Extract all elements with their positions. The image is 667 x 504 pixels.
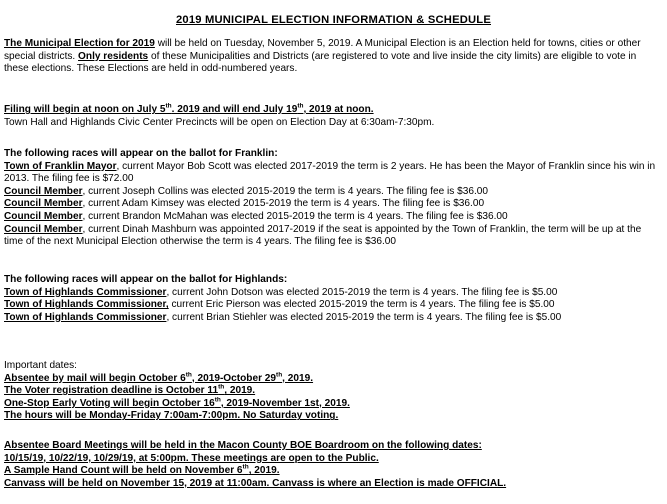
filing-section xyxy=(4,104,660,129)
precinct-hours: Town Hall and Highlands Civic Center Precincts will be open on Election Day at 6:30am-7:30pm. xyxy=(4,116,435,128)
highlands-commissioner-1: Town of Highlands Commissioner, current John Dotson was elected 2015-2019 the term is 4 years. The filing fee is $5.00 xyxy=(4,286,558,298)
council-member-3: Council Member, current Brandon McMahan was elected 2015-2019 the term is 4 years. The filing fee is $36.00 xyxy=(4,210,508,222)
highlands-commissioner-3: Town of Highlands Commissioner, current Brian Stiehler was elected 2015-2019 the term is 4 years. The filing fee is $5.00 xyxy=(4,311,562,323)
one-stop-voting: One-Stop Early Voting will begin October 16th, 2019-November 1st, 2019. xyxy=(4,396,350,409)
franklin-heading: The following races will appear on the ballot for Franklin: xyxy=(4,148,278,159)
intro-paragraph xyxy=(4,38,660,76)
hand-count: A Sample Hand Count will be held on November 6th, 2019. xyxy=(4,463,280,477)
important-dates-section xyxy=(4,360,660,423)
intro-lead: The Municipal Election for 2019 xyxy=(4,38,155,49)
canvass: Canvass will be held on November 15, 2019 at 11:00am. Canvass is where an Election is made OFFICIAL. xyxy=(4,477,507,489)
highlands-section xyxy=(4,274,660,324)
voter-registration-deadline: The Voter registration deadline is October 11th, 2019. xyxy=(4,383,256,397)
franklin-mayor: Town of Franklin Mayor, current Mayor Bob Scott was elected 2017-2019 the term is 2 years. He has been the Mayor of Franklin since his win in 2013. The filing fee is $72.00 xyxy=(4,160,656,185)
highlands-heading: The following races will appear on the ballot for Highlands: xyxy=(4,274,288,285)
filing-dates: Filing will begin at noon on July 5th. 2019 and will end July 19th, 2019 at noon. xyxy=(4,102,374,115)
council-member-2: Council Member, current Adam Kimsey was elected 2015-2019 the term is 4 years. The filing fee is $36.00 xyxy=(4,198,485,210)
important-dates-heading: Important dates: xyxy=(4,360,77,371)
highlands-commissioner-2: Town of Highlands Commissioner, current Eric Pierson was elected 2015-2019 the term is 4 years. The filing fee is $5.00 xyxy=(4,299,555,311)
only-residents: Only residents xyxy=(78,50,149,62)
board-meeting-dates: 10/15/19, 10/22/19, 10/29/19, at 5:00pm. These meetings are open to the Public. xyxy=(4,452,379,464)
board-meetings: Absentee Board Meetings will be held in the Macon County BOE Boardroom on the following dates: xyxy=(4,440,482,451)
council-member-4: Council Member, current Dinah Mashburn was appointed 2017-2019 if the seat is appointed by the Town of Franklin, the term will be up at the time of the next Municipal Election otherwise the term is 4 years. The filing fee is $36.00 xyxy=(4,223,642,248)
franklin-section xyxy=(4,148,660,249)
intro-text-1: will be held on Tuesday, November 5, 2019. A Municipal Election is an Election held for towns, cities or other special districts. xyxy=(4,38,641,62)
intro-text-2: of these Municipalities and Districts (are registered to vote and live inside the city limits) are eligible to vote in these elections. These Elections are held in odd-numbered years. xyxy=(4,50,637,75)
board-section xyxy=(4,440,660,490)
absentee-dates: Absentee by mail will begin October 6th, 2019-October 29th, 2019. xyxy=(4,371,314,384)
voting-hours: The hours will be Monday-Friday 7:00am-7:00pm. No Saturday voting. xyxy=(4,410,339,422)
council-member-1: Council Member, current Joseph Collins was elected 2015-2019 the term is 4 years. The filing fee is $36.00 xyxy=(4,185,489,197)
page-title: 2019 MUNICIPAL ELECTION INFORMATION & SCHEDULE xyxy=(175,14,491,26)
